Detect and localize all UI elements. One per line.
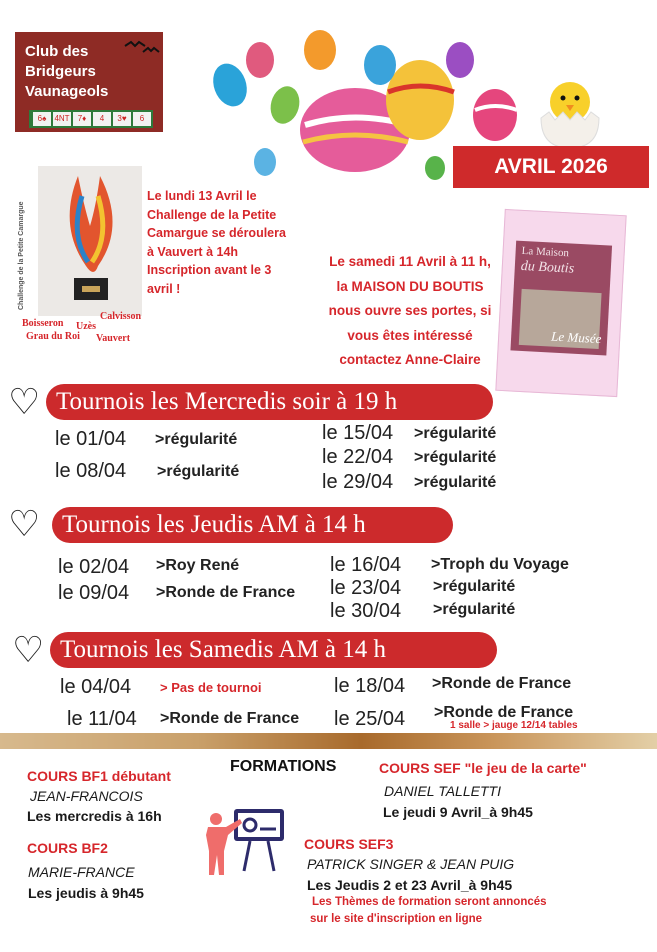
formations-title: FORMATIONS (230, 758, 337, 775)
tournament-date: le 11/04 (67, 708, 137, 730)
tournament-type: >Ronde de France (432, 675, 572, 692)
course-title: COURS SEF3 (304, 836, 394, 852)
tournament-type: >Ronde de France (434, 704, 574, 721)
section-header-jeudis: Tournois les Jeudis AM à 14 h (52, 507, 453, 543)
boutis-note-line: contactez Anne-Claire (339, 352, 481, 367)
logo-line1: Club des (25, 43, 89, 60)
formations-note: sur le site d'inscription en ligne (310, 913, 483, 925)
heart-icon: ♡ (12, 629, 45, 670)
boutis-flyer-photo (510, 241, 612, 356)
tournament-date: le 01/04 (55, 428, 127, 450)
tournament-type: >régularité (414, 425, 497, 442)
course-schedule: Les jeudis à 9h45 (28, 885, 144, 901)
tournament-type: >régularité (433, 601, 516, 618)
course-teacher: DANIEL TALLETTI (384, 783, 501, 799)
tournament-date: le 02/04 (58, 556, 130, 578)
formations-note: Les Thèmes de formation seront annoncés (312, 896, 547, 908)
trophy-photo (38, 166, 142, 316)
tile: 3♥ (113, 112, 131, 126)
tournament-type: >Troph du Voyage (431, 556, 569, 573)
heart-icon: ♡ (8, 503, 41, 544)
boutis-note-line: Le samedi 11 Avril à 11 h, (329, 254, 491, 269)
tournament-type: >régularité (157, 463, 240, 480)
course-teacher: JEAN-FRANCOIS (30, 788, 143, 804)
boutis-flyer-title: La Maison (521, 244, 570, 260)
tournament-date: le 25/04 (334, 708, 406, 730)
tournament-type: >régularité (155, 431, 238, 448)
boutis-flyer-caption: Le Musée (550, 328, 602, 347)
course-title: COURS BF1 débutant (27, 768, 171, 784)
tournament-date: le 29/04 (322, 471, 394, 493)
boutis-flyer-title: du Boutis (520, 258, 575, 277)
challenge-note-line: Le lundi 13 Avril le (147, 189, 257, 203)
tournament-type: > Pas de tournoi (160, 680, 262, 695)
chick-in-egg-icon (535, 70, 605, 150)
club-logo (15, 32, 163, 132)
tournament-type: >régularité (433, 578, 516, 595)
challenge-note (147, 187, 286, 299)
tile: 6♠ (33, 112, 51, 126)
logo-line3: Vaunageols (25, 83, 109, 100)
town-label: Vauvert (96, 333, 131, 344)
challenge-note-line: Inscription avant le 3 (147, 263, 272, 278)
challenge-note-line: avril ! (147, 281, 181, 296)
tile: 4 (93, 112, 111, 126)
tournament-date: le 04/04 (60, 676, 132, 698)
town-label: Uzès (76, 321, 96, 332)
boutis-flyer (495, 209, 626, 397)
town-label: Boisseron (22, 318, 64, 329)
tournament-type: >Ronde de France (156, 584, 296, 601)
tournament-type: >Ronde de France (160, 710, 300, 727)
trophy-vertical-caption: Challenge de la Petite Camargue (18, 201, 25, 310)
capacity-note: 1 salle > jauge 12/14 tables (450, 720, 578, 731)
section-header-mercredis: Tournois les Mercredis soir à 19 h (46, 384, 493, 420)
challenge-note-line: Camargue se déroulera (147, 226, 286, 241)
course-teacher: PATRICK SINGER & JEAN PUIG (307, 856, 515, 872)
teacher-presentation-icon (200, 805, 295, 877)
bidding-tiles (29, 110, 153, 128)
boutis-note (310, 250, 510, 373)
tile: 4NT (53, 112, 71, 126)
month-banner: AVRIL 2026 (453, 146, 649, 188)
tournament-date: le 15/04 (322, 422, 394, 444)
decorative-photo-strip (0, 733, 657, 749)
tournament-type: >régularité (414, 474, 497, 491)
challenge-note-line: à Vauvert à 14h (147, 244, 239, 259)
birds-icon (123, 36, 161, 56)
tile: 7♦ (73, 112, 91, 126)
section-header-samedis: Tournois les Samedis AM à 14 h (50, 632, 497, 668)
heart-icon: ♡ (8, 381, 41, 422)
boutis-note-line: vous êtes intéressé (347, 327, 473, 343)
course-teacher: MARIE-FRANCE (28, 864, 135, 880)
tournament-date: le 09/04 (58, 582, 130, 604)
course-schedule: Les mercredis à 16h (27, 808, 162, 824)
course-schedule: Le jeudi 9 Avril_à 9h45 (383, 804, 533, 820)
tournament-date: le 08/04 (55, 460, 127, 482)
boutis-note-line: nous ouvre ses portes, si (328, 303, 492, 318)
logo-line2: Bridgeurs (25, 63, 96, 80)
tile: 6 (133, 112, 151, 126)
tournament-date: le 18/04 (334, 675, 406, 697)
challenge-note-line: Challenge de la Petite (147, 207, 277, 222)
town-label: Calvisson (100, 311, 142, 322)
boutis-note-line: la MAISON DU BOUTIS (336, 278, 484, 294)
course-schedule: Les Jeudis 2 et 23 Avril_à 9h45 (307, 877, 513, 893)
tournament-date: le 16/04 (330, 554, 402, 576)
course-title: COURS BF2 (27, 840, 108, 856)
town-label: Grau du Roi (26, 331, 80, 342)
tournament-date: le 23/04 (330, 577, 402, 599)
tournament-date: le 22/04 (322, 446, 394, 468)
tournament-type: >Roy René (156, 557, 240, 574)
tournament-type: >régularité (414, 449, 497, 466)
tournament-date: le 30/04 (330, 600, 402, 622)
course-title: COURS SEF "le jeu de la carte" (379, 760, 587, 776)
